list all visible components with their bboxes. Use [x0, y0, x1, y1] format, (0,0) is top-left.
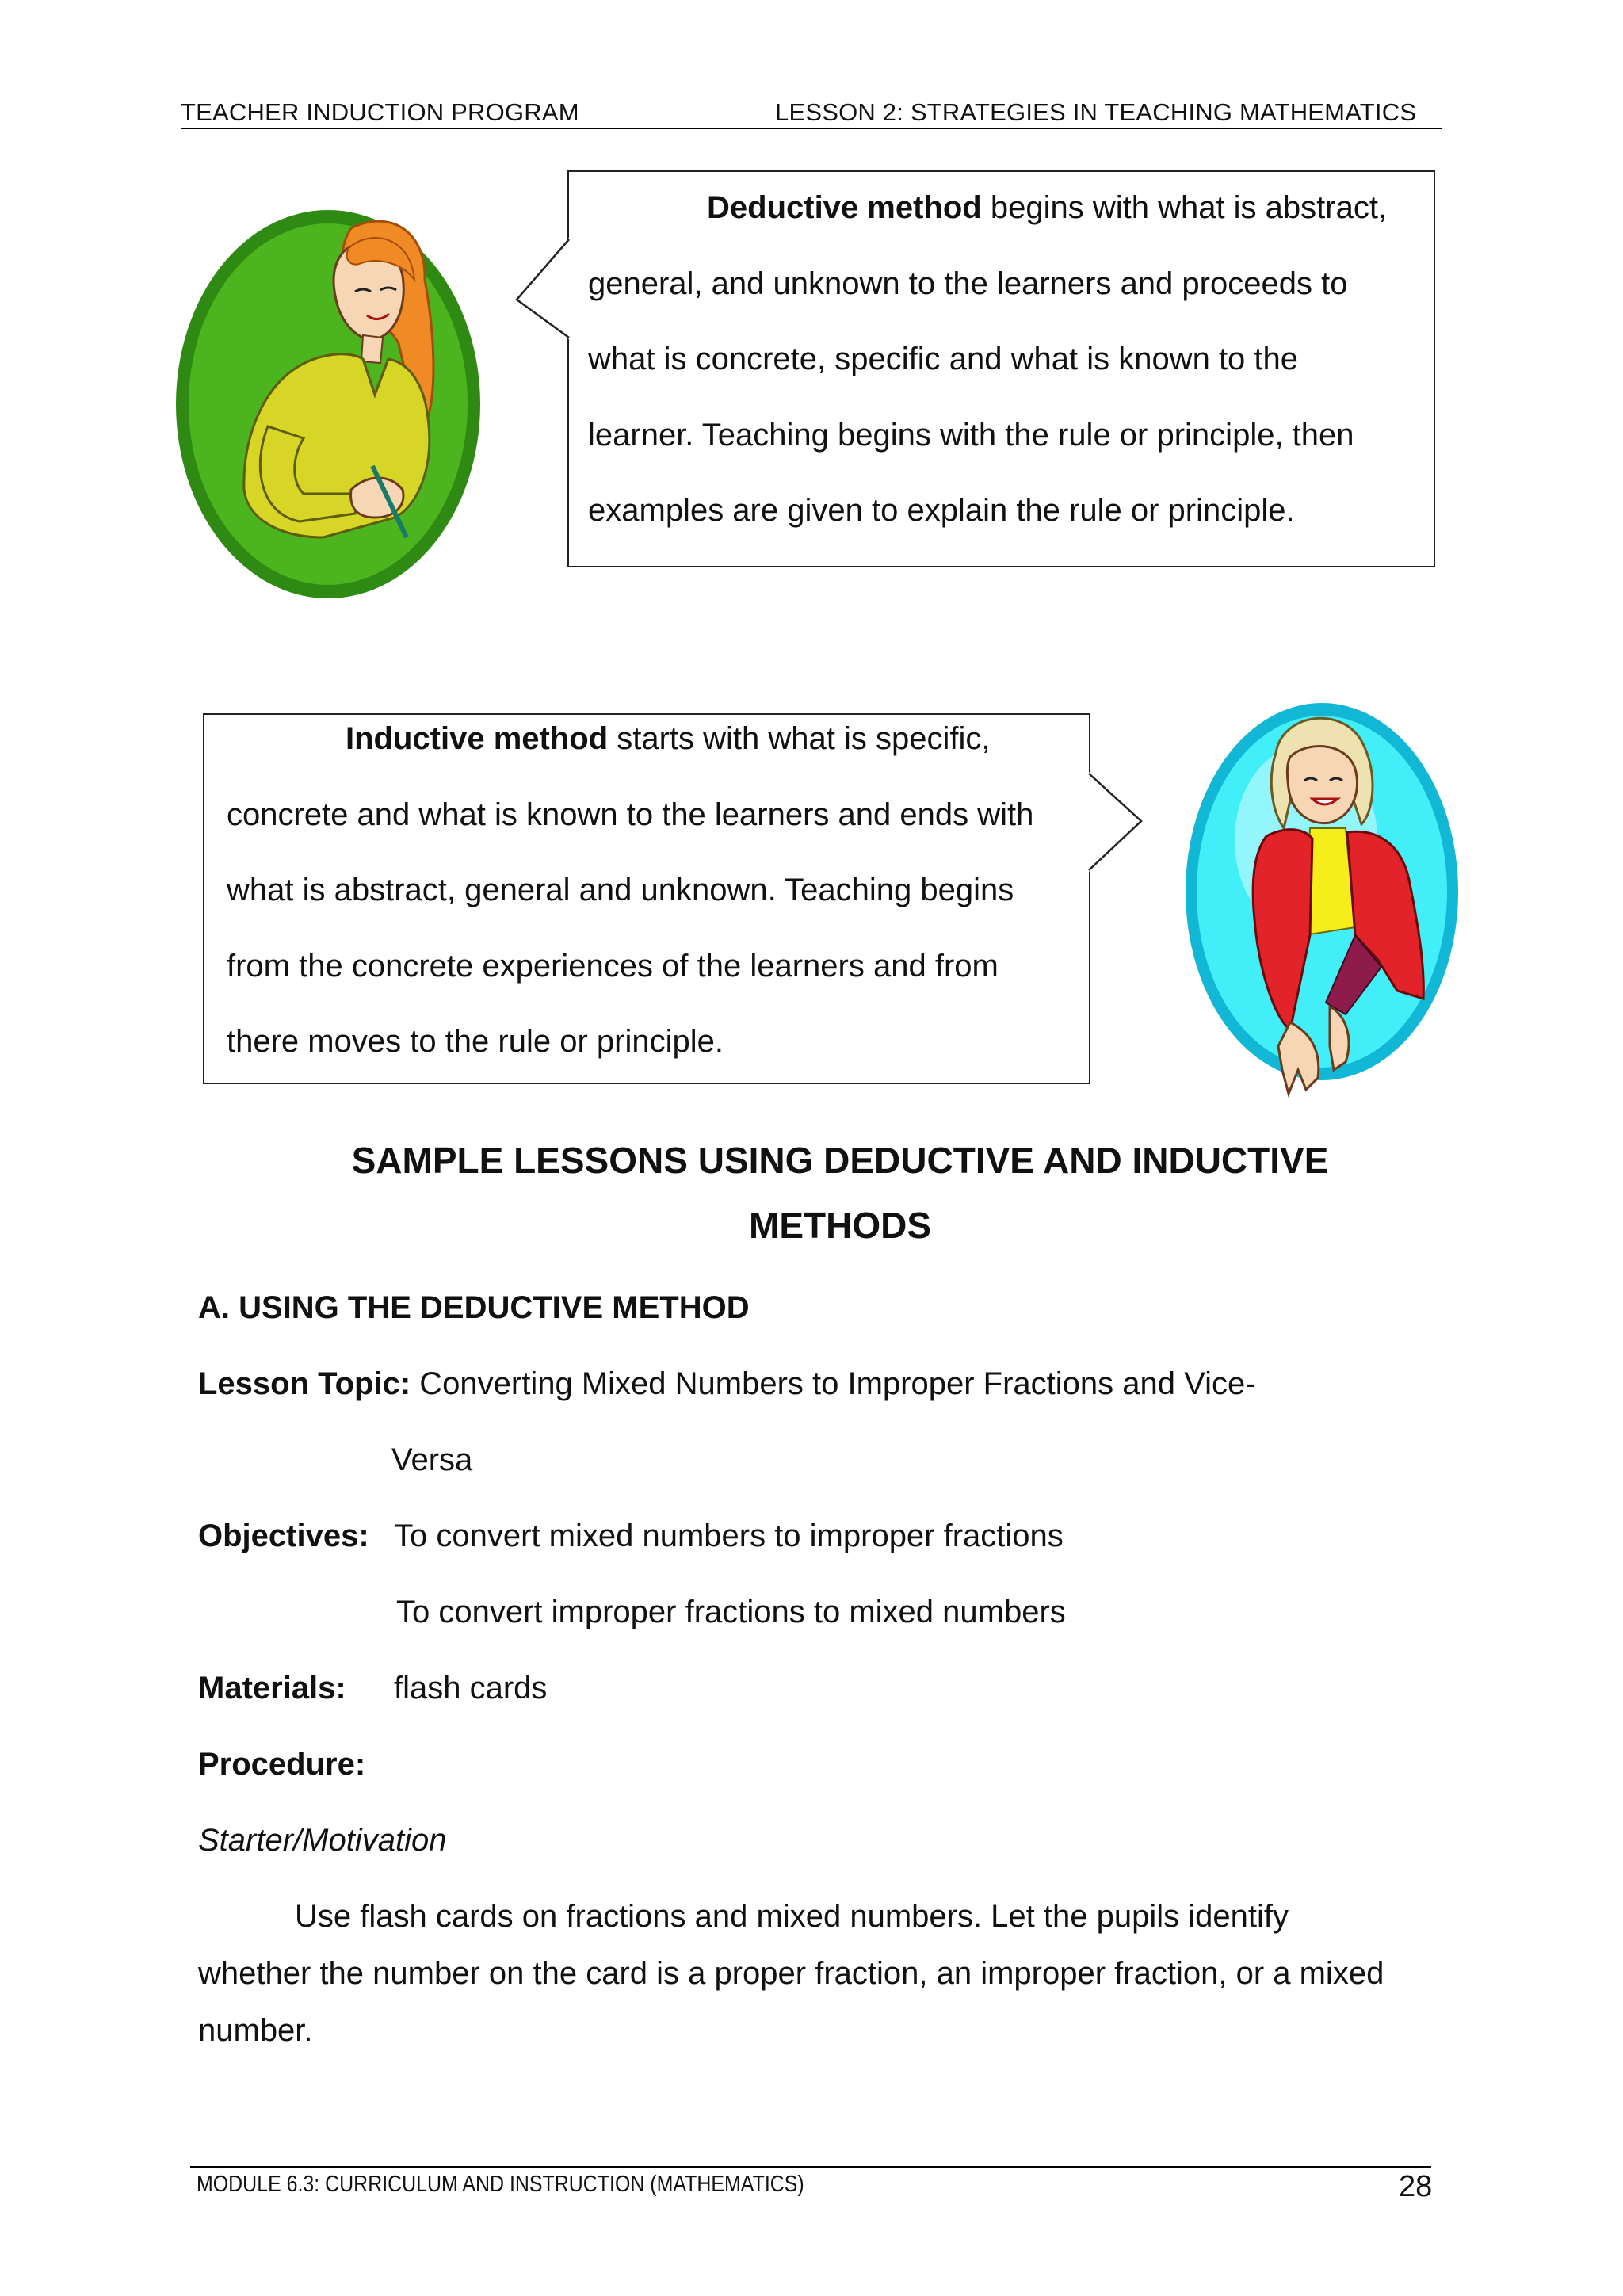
page-number: 28 — [1399, 2170, 1433, 2203]
deductive-term: Deductive method — [707, 190, 982, 225]
starter-label: Starter/Motivation — [198, 1823, 447, 1858]
deductive-callout-tail — [515, 238, 572, 341]
deductive-line-5: examples are given to explain the rule or principle. — [588, 493, 1295, 528]
objectives-label: Objectives: — [198, 1519, 369, 1553]
woman-writing-illustration — [173, 204, 490, 609]
deductive-line-2: general, and unknown to the learners and proceeds to — [588, 266, 1348, 301]
lesson-topic-label: Lesson Topic: — [198, 1366, 411, 1401]
lesson-topic-value: Converting Mixed Numbers to Improper Fractions and Vice- — [411, 1366, 1256, 1401]
materials-label: Materials: — [198, 1671, 346, 1706]
inductive-term: Inductive method — [346, 721, 609, 756]
starter-paragraph-line-1: Use flash cards on fractions and mixed numbers. Let the pupils identify — [295, 1899, 1289, 1934]
procedure-label: Procedure: — [198, 1747, 366, 1782]
footer-module: MODULE 6.3: CURRICULUM AND INSTRUCTION (MATHEMATICS) — [197, 2172, 804, 2197]
lesson-topic-continuation: Versa — [391, 1442, 473, 1477]
deductive-line-1: begins with what is abstract, — [981, 190, 1388, 225]
woman-pointing-illustration — [1171, 697, 1472, 1110]
deductive-callout — [567, 170, 1435, 567]
objective-2: To convert improper fractions to mixed numbers — [396, 1595, 1066, 1629]
starter-paragraph-line-2: whether the number on the card is a proper fraction, an improper fraction, or a mixed — [198, 1956, 1384, 1991]
inductive-line-2: concrete and what is known to the learners and ends with — [227, 797, 1034, 832]
inductive-callout — [203, 713, 1090, 1084]
inductive-callout-tail — [1087, 772, 1144, 875]
inductive-line-1: starts with what is specific, — [608, 721, 991, 756]
inductive-line-5: there moves to the rule or principle. — [227, 1024, 724, 1059]
deductive-line-3: what is concrete, specific and what is known to the — [588, 342, 1299, 376]
section-heading-line-1: SAMPLE LESSONS USING DEDUCTIVE AND INDUCTIVE — [351, 1140, 1329, 1181]
inductive-line-3: what is abstract, general and unknown. Teaching begins — [227, 873, 1014, 907]
subsection-heading: A. USING THE DEDUCTIVE METHOD — [198, 1290, 750, 1325]
header-rule — [181, 128, 1442, 129]
objective-1: To convert mixed numbers to improper fractions — [394, 1519, 1064, 1553]
section-heading-line-2: METHODS — [749, 1205, 931, 1246]
inductive-line-4: from the concrete experiences of the learners and from — [227, 948, 999, 984]
lesson-topic-row — [198, 1366, 1256, 1402]
starter-paragraph-line-3: number. — [198, 2013, 313, 2048]
header-right: LESSON 2: STRATEGIES IN TEACHING MATHEMATICS — [775, 98, 1417, 126]
deductive-line-4: learner. Teaching begins with the rule or principle, then — [588, 417, 1354, 453]
materials-value: flash cards — [394, 1671, 548, 1706]
header-left: TEACHER INDUCTION PROGRAM — [181, 98, 579, 126]
footer-rule — [190, 2166, 1431, 2168]
